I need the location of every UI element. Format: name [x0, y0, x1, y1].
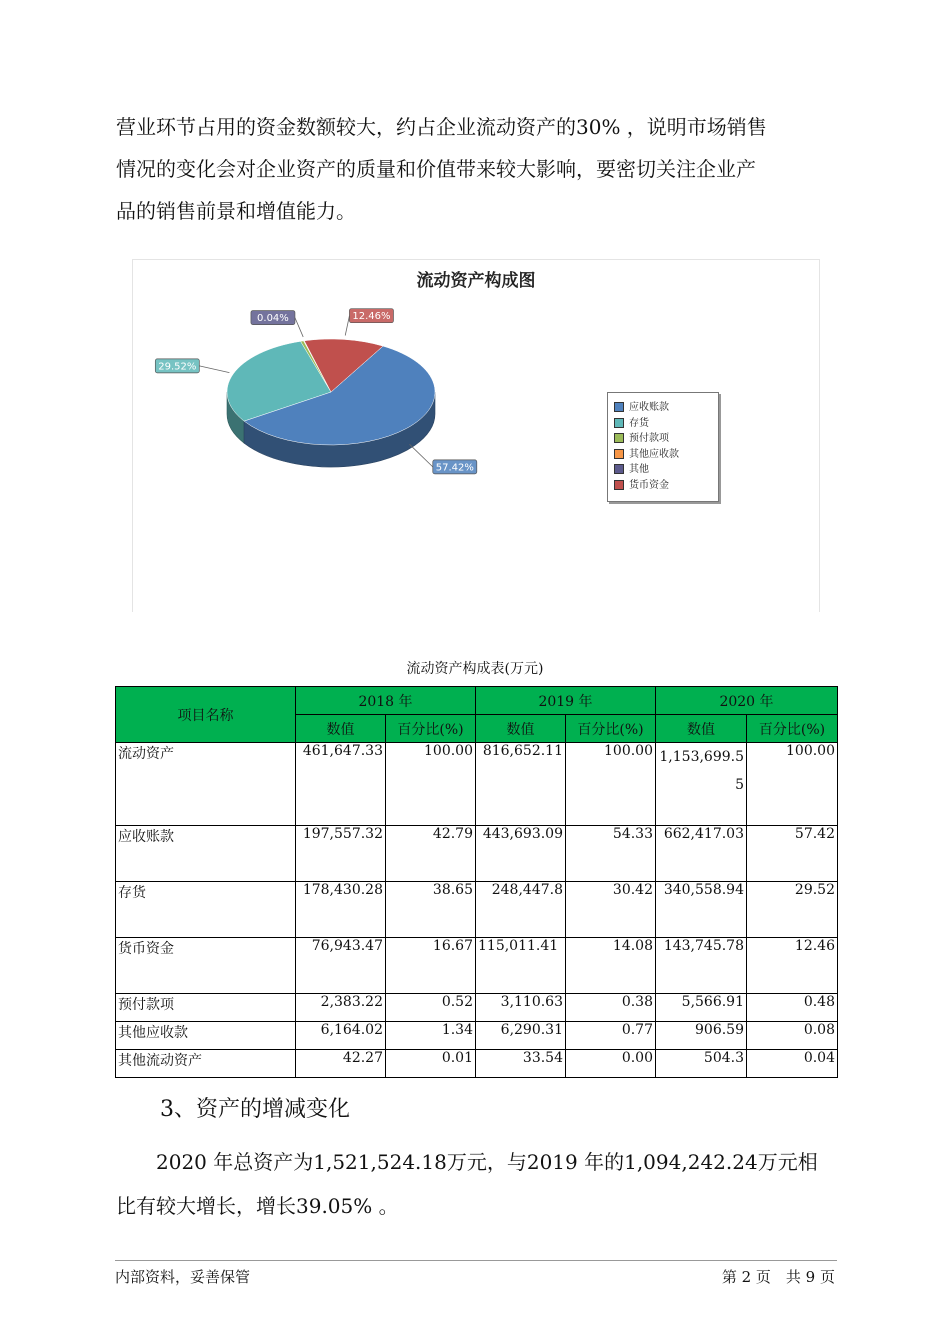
row-name: 货币资金	[116, 938, 296, 994]
legend-item	[614, 479, 669, 493]
conclusion-line: 2020 年总资产为1,521,524.18万元，与2019 年的1,094,242.24万元相	[116, 1150, 818, 1174]
header-value: 数值	[656, 715, 747, 743]
cell-value: 906.59	[656, 1022, 747, 1050]
legend-label: 货币资金	[629, 479, 669, 491]
cell-value: 816,652.11	[476, 743, 566, 826]
intro-paragraph	[116, 106, 838, 232]
footer-note: 内部资料，妥善保管	[115, 1268, 251, 1286]
legend-swatch	[614, 433, 624, 443]
cell-percent: 16.67	[386, 938, 476, 994]
header-year: 2018 年	[296, 687, 476, 715]
data-label: 0.04%	[257, 313, 289, 325]
current-assets-table	[115, 686, 838, 1078]
cell-percent: 0.04	[747, 1050, 838, 1078]
cell-value: 443,693.09	[476, 826, 566, 882]
row-name: 其他流动资产	[116, 1050, 296, 1078]
header-item-name: 项目名称	[116, 687, 296, 743]
chart-title: 流动资产构成图	[416, 271, 536, 291]
legend-swatch	[614, 464, 624, 474]
header-value: 数值	[296, 715, 386, 743]
cell-value: 6,290.31	[476, 1022, 566, 1050]
cell-value: 1,153,699.55	[656, 743, 747, 826]
cell-percent: 14.08	[566, 938, 656, 994]
pie-chart	[132, 259, 820, 612]
row-name: 应收账款	[116, 826, 296, 882]
legend-swatch	[614, 480, 624, 490]
table-row	[116, 826, 838, 882]
footer-divider	[115, 1260, 837, 1261]
legend-item	[614, 463, 649, 477]
conclusion-paragraph	[116, 1140, 838, 1228]
legend-swatch	[614, 449, 624, 459]
cell-value: 2,383.22	[296, 994, 386, 1022]
table-row	[116, 938, 838, 994]
table-row	[116, 882, 838, 938]
section-heading: 3、资产的增减变化	[160, 1097, 350, 1122]
data-label-leader	[199, 366, 229, 373]
header-percent: 百分比(%)	[747, 715, 838, 743]
cell-value: 76,943.47	[296, 938, 386, 994]
cell-value: 6,164.02	[296, 1022, 386, 1050]
header-value: 数值	[476, 715, 566, 743]
cell-percent: 57.42	[747, 826, 838, 882]
legend-label: 其他应收款	[629, 448, 679, 460]
chart-legend	[607, 392, 719, 502]
cell-percent: 38.65	[386, 882, 476, 938]
header-percent: 百分比(%)	[386, 715, 476, 743]
data-label-leader	[345, 316, 349, 336]
page-number: 第 2 页 共 9 页	[721, 1268, 835, 1286]
data-label-leader	[295, 318, 303, 337]
cell-percent: 54.33	[566, 826, 656, 882]
header-percent: 百分比(%)	[566, 715, 656, 743]
legend-item	[614, 417, 649, 431]
data-label: 29.52%	[158, 361, 197, 373]
table-row	[116, 743, 838, 826]
cell-percent: 0.77	[566, 1022, 656, 1050]
cell-percent: 30.42	[566, 882, 656, 938]
data-label: 12.46%	[352, 311, 391, 323]
data-label: 57.42%	[435, 462, 474, 474]
legend-label: 应收账款	[629, 402, 669, 413]
table-title: 流动资产构成表(万元)	[406, 661, 544, 677]
legend-swatch	[614, 418, 624, 428]
cell-value: 504.3	[656, 1050, 747, 1078]
legend-swatch	[614, 402, 624, 412]
cell-value: 197,557.32	[296, 826, 386, 882]
cell-percent: 12.46	[747, 938, 838, 994]
data-label-leader	[410, 444, 433, 467]
cell-value: 662,417.03	[656, 826, 747, 882]
cell-value: 143,745.78	[656, 938, 747, 994]
intro-line: 品的销售前景和增值能力。	[116, 199, 356, 223]
cell-value: 5,566.91	[656, 994, 747, 1022]
legend-label: 存货	[629, 417, 649, 429]
cell-value: 248,447.8	[476, 882, 566, 938]
cell-percent: 100.00	[747, 743, 838, 826]
row-name: 其他应收款	[116, 1022, 296, 1050]
table-row	[116, 994, 838, 1022]
cell-percent: 29.52	[747, 882, 838, 938]
row-name: 存货	[116, 882, 296, 938]
cell-value: 178,430.28	[296, 882, 386, 938]
cell-percent: 42.79	[386, 826, 476, 882]
table-row	[116, 1050, 838, 1078]
header-year: 2020 年	[656, 687, 838, 715]
cell-percent: 100.00	[566, 743, 656, 826]
cell-percent: 0.52	[386, 994, 476, 1022]
cell-percent: 0.38	[566, 994, 656, 1022]
legend-label: 其他	[629, 464, 649, 475]
cell-percent: 0.01	[386, 1050, 476, 1078]
cell-value: 115,011.41	[476, 938, 566, 994]
intro-line: 情况的变化会对企业资产的质量和价值带来较大影响，要密切关注企业产	[116, 157, 756, 181]
conclusion-line: 比有较大增长，增长39.05% 。	[116, 1194, 399, 1218]
cell-value: 3,110.63	[476, 994, 566, 1022]
cell-value: 461,647.33	[296, 743, 386, 826]
cell-percent: 0.08	[747, 1022, 838, 1050]
legend-item	[614, 432, 669, 446]
intro-line: 营业环节占用的资金数额较大，约占企业流动资产的30% ，说明市场销售	[116, 115, 767, 139]
legend-item	[614, 401, 669, 415]
cell-percent: 100.00	[386, 743, 476, 826]
row-name: 流动资产	[116, 743, 296, 826]
cell-percent: 0.00	[566, 1050, 656, 1078]
header-year: 2019 年	[476, 687, 656, 715]
cell-percent: 0.48	[747, 994, 838, 1022]
cell-value: 340,558.94	[656, 882, 747, 938]
cell-value: 33.54	[476, 1050, 566, 1078]
row-name: 预付款项	[116, 994, 296, 1022]
legend-item	[614, 448, 679, 462]
cell-percent: 1.34	[386, 1022, 476, 1050]
cell-value: 42.27	[296, 1050, 386, 1078]
legend-label: 预付款项	[629, 433, 669, 444]
table-row	[116, 1022, 838, 1050]
